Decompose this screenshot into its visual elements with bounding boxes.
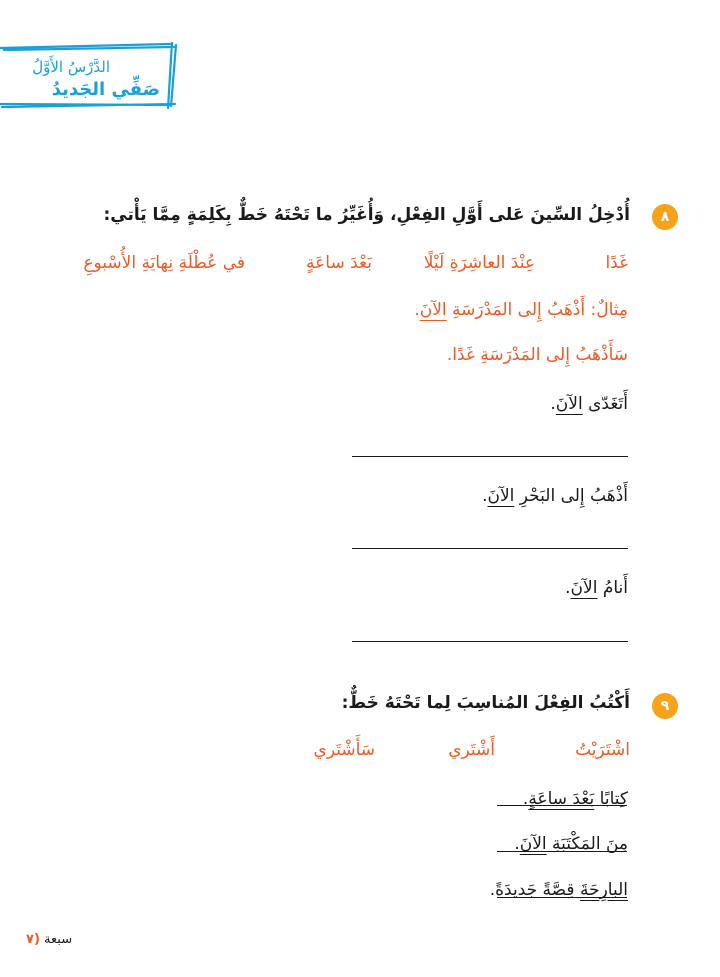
page-number: (٧ [26,932,40,947]
word-bank-item: اشْتَرَيْتُ [575,740,630,760]
word-bank-item: عِنْدَ العاشِرَةِ لَيْلًا [423,253,535,273]
exercise-instruction: أُدْخِلُ السِّينَ عَلى أَوَّلِ الفِعْلِ، وَأُغَيِّرُ ما تَحْتَهُ خَطٌّ بِكَلِمَةٍ مِمَّا يَأْتي: [103,205,630,225]
exercise-sentence: مِنَ المَكْتَبَةِ الآنَ. [514,834,628,854]
answer-line[interactable] [352,548,628,549]
exercise-sentence: أَنامُ الآنَ. [565,578,628,598]
answer-line[interactable] [497,851,627,852]
answer-line[interactable] [497,805,627,806]
example-underlined: الآنَ [419,300,447,320]
answer-line[interactable] [352,456,628,457]
lesson-badge [0,42,178,110]
page-footer [26,932,72,947]
word-bank-item: في عُطْلَةِ نِهايَةِ الأُسْبوعِ [83,253,245,273]
page-word: سبعة [44,932,73,947]
exercise-sentence: البارِحَةَ قِصَّةً جَديدَةً. [489,880,628,900]
example-label: مِثالٌ: [590,300,628,320]
exercise-sentence: كِتابًا بَعْدَ ساعَةٍ. [522,789,628,809]
example-sentence: مِثالٌ: أَذْهَبُ إِلى المَدْرَسَةِ الآنَ. [414,300,628,320]
lesson-title: صَفِّي الجَديدُ [51,79,160,100]
answer-line[interactable] [497,897,627,898]
exercise-instruction: أَكْتُبُ الفِعْلَ المُناسِبَ لِما تَحْتَهُ خَطٌّ: [341,693,630,713]
example-main: أَذْهَبُ إِلى المَدْرَسَةِ [452,300,586,320]
lesson-number: الدَّرْسُ الأَوَّلُ [32,58,110,76]
answer-line[interactable] [352,641,628,642]
word-bank-item: سَأَشْتَري [313,740,375,760]
exercise-number-badge: ٨ [652,204,678,230]
exercise-sentence: أَتَغَدّى الآنَ. [550,394,628,414]
example-answer: سَأَذْهَبُ إِلى المَدْرَسَةِ غَدًا. [446,345,628,365]
word-bank-item: بَعْدَ ساعَةٍ [306,253,372,273]
exercise-sentence: أَذْهَبُ إِلى البَحْرِ الآنَ. [482,486,628,506]
word-bank-item: غَدًا [605,253,628,273]
word-bank-item: أَشْتَري [448,740,495,760]
exercise-number-badge: ٩ [652,693,678,719]
